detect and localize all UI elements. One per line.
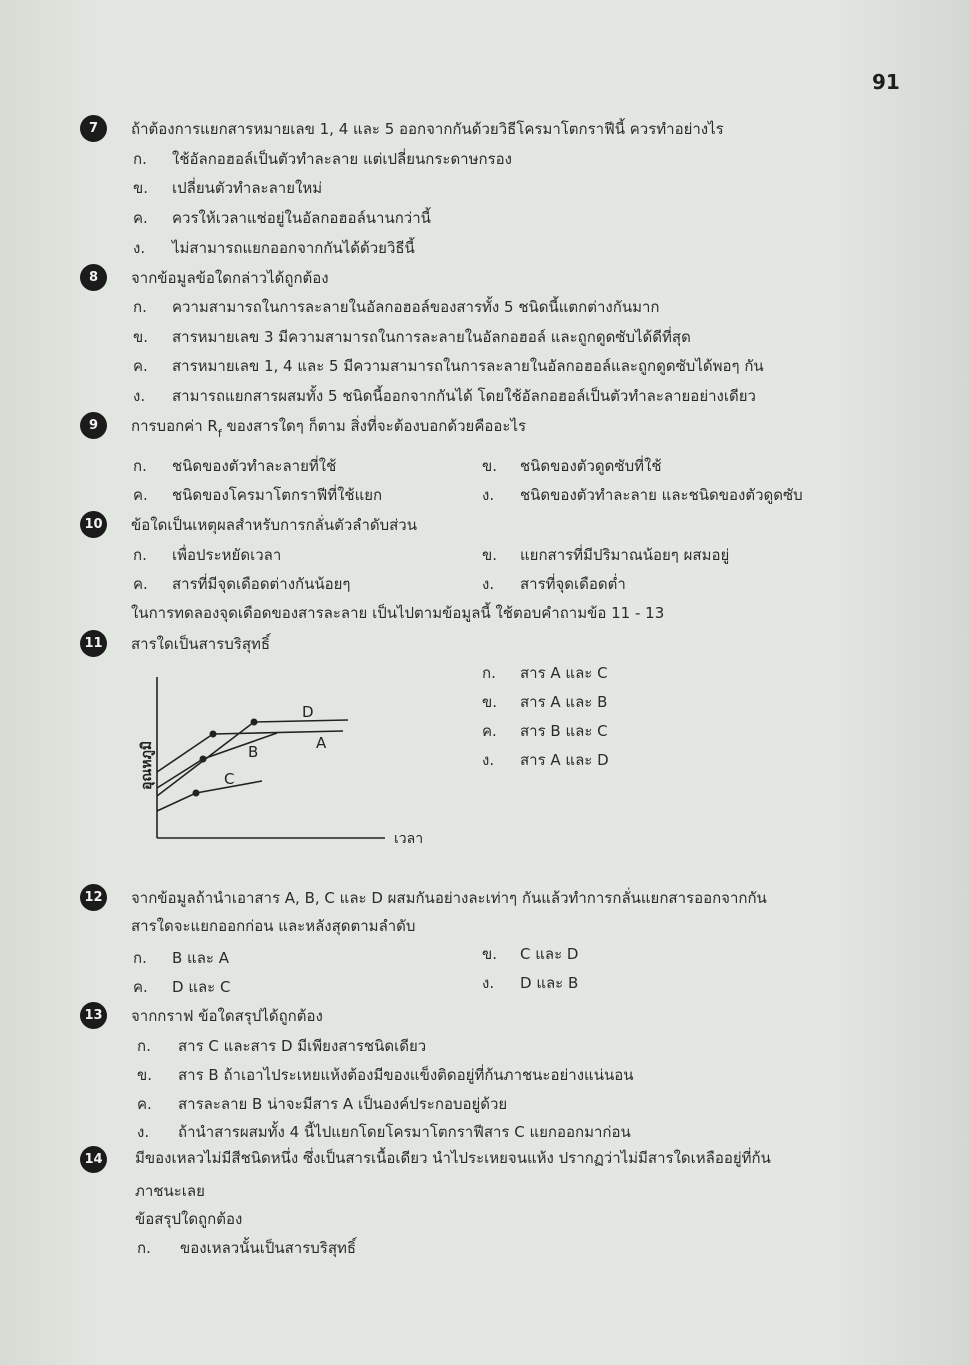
option-label: ก. (482, 664, 496, 682)
point-A (210, 731, 217, 738)
option-text: ชนิดของตัวทำละลาย และชนิดของตัวดูดซับ (520, 486, 803, 504)
question-number-badge: 9 (80, 412, 107, 439)
label-A: A (316, 734, 327, 752)
option-text: ใช้อัลกอฮอล์เป็นตัวทำละลาย แต่เปลี่ยนกระดาษกรอง (172, 150, 512, 168)
q9-text-post: ของสารใดๆ ก็ตาม สิ่งที่จะต้องบอกด้วยคืออะไร (221, 417, 527, 435)
option-text: สาร B ถ้าเอาไประเหยแห้งต้องมีของแข็งติดอยู่ที่ก้นภาชนะอย่างแน่นอน (178, 1066, 634, 1084)
question-10-text: ข้อใดเป็นเหตุผลสำหรับการกลั่นตัวลำดับส่วน (131, 516, 417, 534)
option-label: ค. (133, 486, 148, 504)
question-14-prompt: ข้อสรุปใดถูกต้อง (135, 1210, 243, 1228)
option-label: ข. (137, 1066, 153, 1084)
option-text: ไม่สามารถแยกออกจากกันได้ด้วยวิธีนี้ (172, 239, 415, 257)
x-axis-label: เวลา (394, 831, 424, 847)
option-text: ถ้านำสารผสมทั้ง 4 นี้ไปแยกโดยโครมาโตกราฟีสาร C แยกออกมาก่อน (178, 1123, 631, 1141)
y-axis-label: อุณหภูมิ (139, 740, 155, 790)
option-label: ค. (137, 1095, 152, 1113)
option-label: ค. (133, 209, 148, 227)
question-number-badge: 13 (80, 1002, 107, 1029)
option-label: ง. (133, 387, 146, 405)
option-text: ชนิดของโครมาโตกราฟีที่ใช้แยก (172, 486, 383, 504)
option-label: ง. (482, 486, 495, 504)
label-D: D (302, 703, 314, 721)
option-label: ง. (137, 1123, 150, 1141)
q9-text-pre: การบอกค่า R (131, 417, 218, 435)
line-C (157, 781, 262, 811)
question-number-badge: 8 (80, 264, 107, 291)
option-label: ข. (133, 328, 149, 346)
point-C (193, 790, 200, 797)
option-text: ชนิดของตัวทำละลายที่ใช้ (172, 457, 337, 475)
option-text: สารละลาย B น่าจะมีสาร A เป็นองค์ประกอบอยู่ด้วย (178, 1095, 508, 1113)
option-text: แยกสารที่มีปริมาณน้อยๆ ผสมอยู่ (520, 546, 730, 564)
q9-subscript: f (217, 427, 222, 440)
option-text: ความสามารถในการละลายในอัลกอฮอล์ของสารทั้ง 5 ชนิดนี้แตกต่างกันมาก (172, 298, 660, 316)
option-text: ของเหลวนั้นเป็นสารบริสุทธิ์ (180, 1239, 357, 1257)
option-label: ก. (137, 1239, 151, 1257)
option-text: B และ A (172, 949, 230, 967)
option-label: ก. (133, 546, 147, 564)
option-text: สามารถแยกสารผสมทั้ง 5 ชนิดนี้ออกจากกันได้ โดยใช้อัลกอฮอล์เป็นตัวทำละลายอย่างเดียว (172, 387, 756, 405)
option-label: ค. (133, 575, 148, 593)
point-B (200, 756, 207, 763)
option-text: สาร A และ B (520, 693, 608, 711)
option-text: สารหมายเลข 3 มีความสามารถในการละลายในอัลกอฮอล์ และถูกดูดซับได้ดีที่สุด (172, 328, 691, 346)
question-11-text: สารใดเป็นสารบริสุทธิ์ (131, 635, 271, 653)
question-12-text: จากข้อมูลถ้านำเอาสาร A, B, C และ D ผสมกันอย่างละเท่าๆ กันแล้วทำการกลั่นแยกสารออกจากกัน (131, 889, 767, 907)
option-text: D และ B (520, 974, 579, 992)
point-D (251, 719, 258, 726)
option-label: ก. (133, 150, 147, 168)
option-text: สาร A และ D (520, 751, 609, 769)
option-label: ข. (482, 457, 498, 475)
option-text: D และ C (172, 978, 231, 996)
option-text: สารที่จุดเดือดต่ำ (520, 575, 626, 593)
option-text: สาร B และ C (520, 722, 608, 740)
option-label: ค. (133, 978, 148, 996)
label-C: C (224, 770, 235, 788)
option-text: สาร C และสาร D มีเพียงสารชนิดเดียว (178, 1037, 427, 1055)
option-label: ก. (133, 298, 147, 316)
intro-text: ในการทดลองจุดเดือดของสารละลาย เป็นไปตามข้อมูลนี้ ใช้ตอบคำถามข้อ 11 - 13 (131, 604, 665, 622)
question-number-badge: 7 (80, 115, 107, 142)
option-text: สาร A และ C (520, 664, 608, 682)
option-text: C และ D (520, 945, 579, 963)
option-text: ควรให้เวลาแช่อยู่ในอัลกอฮอล์นานกว่านี้ (172, 209, 431, 227)
question-12-text-cont: สารใดจะแยกออกก่อน และหลังสุดตามลำดับ (131, 917, 416, 935)
option-text: สารที่มีจุดเดือดต่างกันน้อยๆ (172, 575, 351, 593)
option-label: ข. (482, 945, 498, 963)
option-label: ข. (482, 546, 498, 564)
question-7-text: ถ้าต้องการแยกสารหมายเลข 1, 4 และ 5 ออกจากกันด้วยวิธีโครมาโตกราฟีนี้ ควรทำอย่างไร (131, 120, 724, 138)
option-text: เพื่อประหยัดเวลา (172, 546, 282, 564)
option-label: ข. (133, 179, 149, 197)
question-14-text: มีของเหลวไม่มีสีชนิดหนึ่ง ซึ่งเป็นสารเนื้อเดียว นำไประเหยจนแห้ง ปรากฏว่าไม่มีสารใดเหลืออยู่ที่ก้น (135, 1149, 771, 1167)
option-text: เปลี่ยนตัวทำละลายใหม่ (172, 179, 323, 197)
question-number-badge: 14 (80, 1146, 107, 1173)
option-label: ก. (133, 949, 147, 967)
option-label: ก. (133, 457, 147, 475)
option-label: ข. (482, 693, 498, 711)
option-text: สารหมายเลข 1, 4 และ 5 มีความสามารถในการละลายในอัลกอฮอล์และถูกดูดซับได้พอๆ กัน (172, 357, 764, 375)
option-label: ง. (482, 575, 495, 593)
question-number-badge: 12 (80, 884, 107, 911)
question-13-text: จากกราฟ ข้อใดสรุปได้ถูกต้อง (131, 1007, 323, 1025)
question-number-badge: 11 (80, 630, 107, 657)
option-text: ชนิดของตัวดูดซับที่ใช้ (520, 457, 662, 475)
option-label: ง. (482, 974, 495, 992)
question-number-badge: 10 (80, 511, 107, 538)
option-label: ง. (133, 239, 146, 257)
label-B: B (248, 743, 259, 761)
question-14-text-cont: ภาชนะเลย (135, 1182, 205, 1200)
option-label: ค. (133, 357, 148, 375)
option-label: ง. (482, 751, 495, 769)
question-8-text: จากข้อมูลข้อใดกล่าวได้ถูกต้อง (131, 269, 329, 287)
page-number: 91 (872, 70, 900, 94)
option-label: ค. (482, 722, 497, 740)
option-label: ก. (137, 1037, 151, 1055)
